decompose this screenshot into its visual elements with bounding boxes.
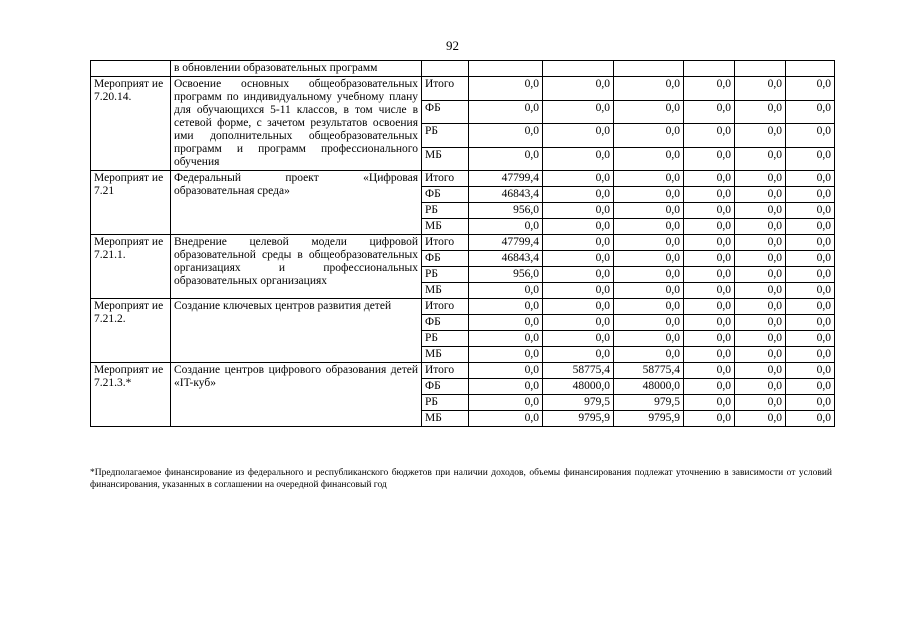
value-cell: 0,0: [469, 147, 543, 171]
value-cell: 0,0: [735, 315, 786, 331]
value-cell: 0,0: [543, 315, 614, 331]
value-cell: 0,0: [469, 347, 543, 363]
value-cell: 0,0: [543, 171, 614, 187]
funding-source: РБ: [422, 267, 469, 283]
event-cell: [91, 61, 171, 77]
value-cell: 0,0: [786, 267, 835, 283]
value-cell: 0,0: [735, 251, 786, 267]
value-cell: 0,0: [614, 283, 684, 299]
footnote: *Предполагаемое финансирование из федерального и республиканского бюджетов при наличии доходов, объемы финансирования подлежат уточнению в зависимости от условий финансирования, указанных в соглашении на очередной финансовый год: [90, 468, 832, 490]
value-cell: 979,5: [543, 395, 614, 411]
value-cell: 0,0: [614, 315, 684, 331]
funding-source: МБ: [422, 347, 469, 363]
value-cell: 0,0: [684, 235, 735, 251]
value-cell: [543, 61, 614, 77]
continuation-text: в обновлении образовательных программ: [171, 61, 422, 77]
value-cell: 0,0: [469, 100, 543, 124]
value-cell: 0,0: [735, 331, 786, 347]
table-row: [91, 363, 835, 379]
value-cell: 0,0: [469, 124, 543, 148]
value-cell: 0,0: [786, 283, 835, 299]
value-cell: 0,0: [684, 203, 735, 219]
value-cell: 0,0: [684, 77, 735, 101]
value-cell: 0,0: [786, 411, 835, 427]
value-cell: 0,0: [684, 315, 735, 331]
value-cell: 0,0: [684, 219, 735, 235]
funding-source: РБ: [422, 203, 469, 219]
value-cell: 0,0: [786, 124, 835, 148]
value-cell: 0,0: [469, 363, 543, 379]
value-cell: 0,0: [735, 411, 786, 427]
value-cell: 0,0: [614, 235, 684, 251]
funding-source: Итого: [422, 299, 469, 315]
value-cell: 0,0: [469, 411, 543, 427]
funding-source: ФБ: [422, 315, 469, 331]
budget-table: [90, 60, 835, 427]
value-cell: 58775,4: [614, 363, 684, 379]
funding-source: МБ: [422, 147, 469, 171]
value-cell: 0,0: [543, 203, 614, 219]
value-cell: 0,0: [684, 347, 735, 363]
value-cell: 0,0: [684, 124, 735, 148]
value-cell: 0,0: [735, 299, 786, 315]
value-cell: 0,0: [786, 77, 835, 101]
funding-source: Итого: [422, 77, 469, 101]
funding-source: Итого: [422, 363, 469, 379]
value-cell: 0,0: [735, 124, 786, 148]
value-cell: 0,0: [684, 395, 735, 411]
value-cell: 0,0: [614, 219, 684, 235]
value-cell: 0,0: [786, 347, 835, 363]
funding-source: Итого: [422, 171, 469, 187]
value-cell: 0,0: [735, 100, 786, 124]
value-cell: 0,0: [735, 219, 786, 235]
value-cell: 0,0: [614, 203, 684, 219]
value-cell: 0,0: [614, 187, 684, 203]
value-cell: 0,0: [614, 331, 684, 347]
value-cell: 48000,0: [614, 379, 684, 395]
funding-source: РБ: [422, 124, 469, 148]
funding-source: ФБ: [422, 379, 469, 395]
value-cell: 956,0: [469, 267, 543, 283]
value-cell: 0,0: [614, 147, 684, 171]
value-cell: 0,0: [543, 347, 614, 363]
value-cell: 0,0: [684, 379, 735, 395]
value-cell: 0,0: [735, 283, 786, 299]
value-cell: 0,0: [469, 331, 543, 347]
funding-source: ФБ: [422, 251, 469, 267]
value-cell: 0,0: [469, 283, 543, 299]
value-cell: 0,0: [735, 235, 786, 251]
value-cell: 0,0: [735, 395, 786, 411]
value-cell: 0,0: [735, 267, 786, 283]
event-label: Мероприят ие 7.21: [91, 171, 171, 235]
value-cell: 0,0: [735, 77, 786, 101]
value-cell: 0,0: [735, 187, 786, 203]
event-label: Мероприят ие 7.21.1.: [91, 235, 171, 299]
value-cell: 0,0: [735, 203, 786, 219]
value-cell: 0,0: [543, 235, 614, 251]
value-cell: 0,0: [735, 147, 786, 171]
value-cell: 0,0: [684, 251, 735, 267]
value-cell: 48000,0: [543, 379, 614, 395]
value-cell: 0,0: [786, 331, 835, 347]
event-description: Освоение основных общеобразовательных программ по индивидуальному учебному плану для обучающихся 5-11 классов, в том числе в сетевой форме, с зачетом результатов освоения ими дополнительных общеобразовательных программ и программ профессионального обучения: [171, 77, 422, 171]
event-description: Федеральный проект «Цифровая образовательная среда»: [171, 171, 422, 235]
event-description: Внедрение целевой модели цифровой образовательной среды в общеобразовательных организациях и профессиональных образовательных организациях: [171, 235, 422, 299]
table-row: [91, 235, 835, 251]
value-cell: 0,0: [786, 100, 835, 124]
value-cell: 0,0: [684, 187, 735, 203]
value-cell: 0,0: [684, 100, 735, 124]
value-cell: 0,0: [614, 251, 684, 267]
value-cell: 0,0: [614, 171, 684, 187]
event-label: Мероприят ие 7.21.3.*: [91, 363, 171, 427]
value-cell: 0,0: [614, 347, 684, 363]
funding-source: МБ: [422, 283, 469, 299]
value-cell: 0,0: [543, 100, 614, 124]
value-cell: 0,0: [543, 331, 614, 347]
value-cell: 0,0: [543, 299, 614, 315]
value-cell: 0,0: [735, 363, 786, 379]
table-row: [91, 171, 835, 187]
value-cell: 0,0: [786, 315, 835, 331]
event-description: Создание ключевых центров развития детей: [171, 299, 422, 363]
value-cell: 0,0: [614, 267, 684, 283]
table-row: [91, 299, 835, 315]
value-cell: 0,0: [786, 147, 835, 171]
value-cell: 979,5: [614, 395, 684, 411]
value-cell: 0,0: [469, 395, 543, 411]
value-cell: 0,0: [469, 77, 543, 101]
value-cell: 956,0: [469, 203, 543, 219]
value-cell: 47799,4: [469, 235, 543, 251]
value-cell: 0,0: [614, 124, 684, 148]
value-cell: 46843,4: [469, 187, 543, 203]
value-cell: [735, 61, 786, 77]
table-row: [91, 77, 835, 101]
value-cell: 0,0: [543, 77, 614, 101]
value-cell: 0,0: [543, 147, 614, 171]
funding-source: РБ: [422, 395, 469, 411]
value-cell: 0,0: [543, 267, 614, 283]
value-cell: [469, 61, 543, 77]
funding-source: МБ: [422, 219, 469, 235]
value-cell: 0,0: [786, 299, 835, 315]
value-cell: 0,0: [469, 379, 543, 395]
event-label: Мероприят ие 7.20.14.: [91, 77, 171, 171]
value-cell: 0,0: [543, 124, 614, 148]
event-description: Создание центров цифрового образования детей «IT-куб»: [171, 363, 422, 427]
value-cell: 0,0: [543, 187, 614, 203]
value-cell: 0,0: [684, 283, 735, 299]
event-label: Мероприят ие 7.21.2.: [91, 299, 171, 363]
value-cell: 0,0: [735, 347, 786, 363]
page-number: 92: [446, 38, 459, 53]
value-cell: 0,0: [735, 171, 786, 187]
value-cell: [614, 61, 684, 77]
value-cell: 0,0: [469, 219, 543, 235]
continuation-row: [91, 61, 835, 77]
value-cell: 0,0: [543, 219, 614, 235]
value-cell: 0,0: [543, 283, 614, 299]
value-cell: 0,0: [614, 299, 684, 315]
value-cell: 0,0: [786, 187, 835, 203]
source-cell: [422, 61, 469, 77]
value-cell: [786, 61, 835, 77]
funding-source: РБ: [422, 331, 469, 347]
funding-source: МБ: [422, 411, 469, 427]
value-cell: 0,0: [614, 100, 684, 124]
value-cell: 0,0: [786, 171, 835, 187]
value-cell: 0,0: [684, 411, 735, 427]
value-cell: 0,0: [469, 315, 543, 331]
value-cell: 0,0: [684, 171, 735, 187]
value-cell: 0,0: [614, 77, 684, 101]
value-cell: 47799,4: [469, 171, 543, 187]
value-cell: 0,0: [786, 251, 835, 267]
funding-source: Итого: [422, 235, 469, 251]
value-cell: 0,0: [786, 219, 835, 235]
value-cell: 46843,4: [469, 251, 543, 267]
value-cell: 0,0: [684, 147, 735, 171]
value-cell: 0,0: [543, 251, 614, 267]
value-cell: 0,0: [786, 395, 835, 411]
value-cell: 0,0: [469, 299, 543, 315]
value-cell: [684, 61, 735, 77]
value-cell: 0,0: [684, 299, 735, 315]
value-cell: 9795,9: [543, 411, 614, 427]
funding-source: ФБ: [422, 187, 469, 203]
value-cell: 0,0: [786, 379, 835, 395]
value-cell: 0,0: [684, 331, 735, 347]
value-cell: 0,0: [786, 363, 835, 379]
value-cell: 0,0: [684, 267, 735, 283]
value-cell: 0,0: [786, 235, 835, 251]
value-cell: 9795,9: [614, 411, 684, 427]
value-cell: 0,0: [684, 363, 735, 379]
funding-source: ФБ: [422, 100, 469, 124]
value-cell: 0,0: [786, 203, 835, 219]
value-cell: 58775,4: [543, 363, 614, 379]
value-cell: 0,0: [735, 379, 786, 395]
